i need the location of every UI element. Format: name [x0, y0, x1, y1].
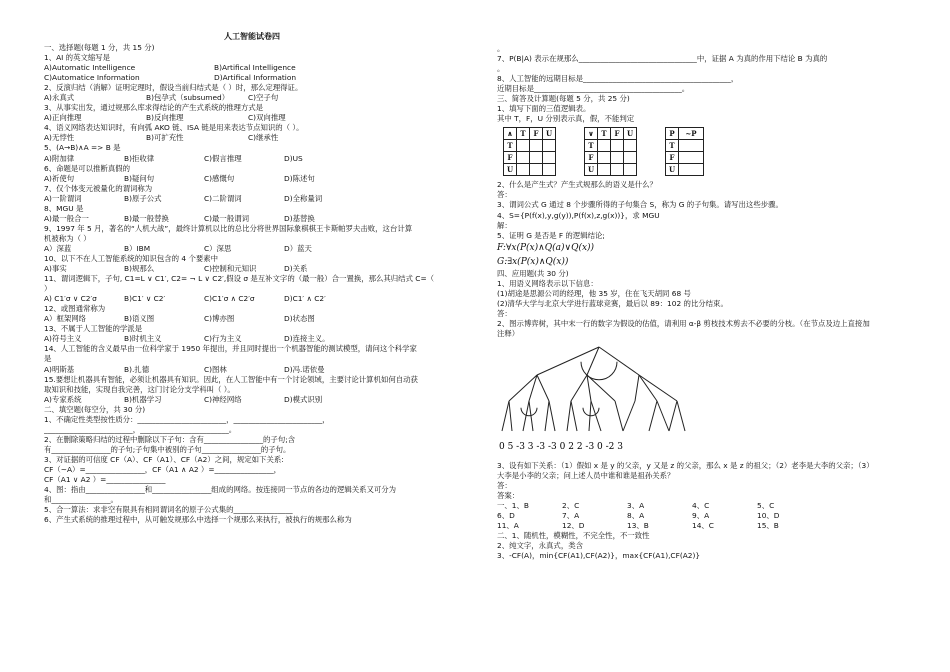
- text-line: 8、人工智能的远期目标是________________________________________，: [497, 74, 739, 84]
- option-text: A)明斯基: [44, 364, 75, 374]
- tree-edge: [677, 401, 685, 431]
- option-text: C)Automatice Information: [44, 73, 140, 83]
- text-line: 三、简答及计算题(每题 5 分，共 25 分): [497, 94, 630, 104]
- text-line: 6、产生式系统的推理过程中，从可触发规那么中选择一个规那么来执行，被执行的规那么称为: [44, 515, 352, 525]
- tree-edge: [502, 401, 509, 431]
- table-row-header: T: [666, 140, 679, 152]
- option-row: [44, 365, 460, 375]
- table-col-header: U: [543, 128, 556, 140]
- text-line: 一、选择题(每题 1 分，共 15 分): [44, 43, 155, 52]
- option-text: D）蓝天: [284, 243, 312, 253]
- option-text: D)陈述句: [284, 173, 315, 183]
- text-line: 3、设有如下关系：（1）假如 x 是 y 的父亲，y 又是 z 的父亲，那么 x 是 z 的祖父；（2）老李是大李的父亲；（3）: [497, 460, 874, 470]
- text-line: 2、反演归结（消解）证明定理时，假设当前归结式是（ ）时，那么定理得证。: [44, 83, 303, 93]
- left-column: [44, 43, 460, 525]
- option-text: A）深蓝: [44, 243, 72, 253]
- option-text: A) C1′σ ∨ C2′σ: [44, 294, 97, 304]
- text-line: 14、人工智能的含义最早由一位科学家于 1950 年提出，并且同时提出一个机器智能的测试模型，请问这个科学家: [44, 344, 417, 354]
- option-text: B)最一般替换: [124, 213, 169, 223]
- option-row: [44, 395, 460, 405]
- text-line: 是: [44, 354, 52, 364]
- text-line: (2)清华大学与北京大学进行蓝球竞赛，最后以 89：102 的比分结束。: [497, 298, 728, 308]
- text-line: 。: [497, 44, 505, 53]
- table-operator: ∨: [585, 128, 598, 140]
- table-row-header: U: [504, 164, 517, 176]
- option-text: D)连接主义。: [284, 334, 330, 344]
- option-row: [44, 63, 460, 73]
- table-row-header: F: [504, 152, 517, 164]
- option-text: C)行为主义: [204, 334, 242, 344]
- tree-edge: [537, 375, 549, 401]
- table-col-header: T: [598, 128, 611, 140]
- table-cell: [679, 140, 704, 152]
- tree-edge: [635, 375, 639, 401]
- option-text: 一、1、B: [497, 501, 529, 511]
- text-line: 取知识和技能，实现自我完善，这门讨论分支学科叫（ ）。: [44, 384, 235, 394]
- text-line: 3、-CF(A)，min{CF(A1),CF(A2)}，max{CF(A1),CF(A2)}: [497, 551, 701, 561]
- tree-edge: [669, 401, 677, 431]
- option-text: A)附加律: [44, 153, 75, 163]
- option-text: 5、C: [757, 501, 775, 511]
- option-text: B)语义图: [124, 314, 155, 324]
- text-line: 6、命题是可以推断真假的: [44, 163, 131, 173]
- option-text: A)永真式: [44, 93, 75, 103]
- option-text: C)最一般谓词: [204, 213, 249, 223]
- text-line: 大李是小李的父亲；问上述人员中谁和谁是祖孙关系？: [497, 471, 675, 481]
- option-text: C)感慨句: [204, 173, 235, 183]
- option-text: C)博亦图: [204, 314, 235, 324]
- option-text: B)时机主义: [124, 334, 162, 344]
- text-line: 8、MGU 是: [44, 203, 84, 213]
- option-text: B).扎德: [124, 364, 150, 374]
- option-row: [44, 244, 460, 254]
- option-text: 9、A: [692, 511, 710, 521]
- truth-table: [665, 127, 704, 176]
- option-text: 6、D: [497, 511, 515, 521]
- truth-table: [503, 127, 556, 176]
- text-line: 10、以下不在人工智能系统的知识包含的 4 个要素中: [44, 253, 219, 263]
- text-line: 四、应用题(共 30 分): [497, 268, 569, 278]
- logic-formula: F:∀x(P(x)∧Q(a)∨Q(x)): [497, 242, 595, 253]
- option-row: [44, 334, 460, 344]
- text-line: ________________________，________________________。: [44, 424, 237, 434]
- option-text: B)疑问句: [124, 173, 155, 183]
- text-line: 13、不属于人工智能的学派是: [44, 324, 143, 334]
- text-line: 9、1997 年 5 月，著名的“人机大战”，最终计算机以比的总比分将世界国际象棋棋王卡斯帕罗夫击败，这台计算: [44, 223, 413, 233]
- text-line: 3、谓词公式 G 通过 8 个步骤所得的子句集合 S，称为 G 的子句集。请写出这些步骤。: [497, 200, 783, 210]
- tree-edge: [599, 347, 639, 375]
- table-operator: ∧: [504, 128, 517, 140]
- text-line: 二、1、随机性，模糊性，不完全性，不一致性: [497, 531, 650, 541]
- text-line: 1、不确定性类型按性质分：________________________，________________________，: [44, 414, 330, 424]
- table-cell: [530, 140, 543, 152]
- text-line: 有________________的子句;子句集中被别的子句________________的子句。: [44, 444, 291, 454]
- option-text: B）IBM: [124, 243, 151, 253]
- text-line: 3、对证据的可信度 CF（A）、CF（A1）、CF（A2）之间，规定如下关系:: [44, 454, 284, 464]
- option-text: C)空子句: [248, 93, 279, 103]
- option-text: 12、D: [562, 521, 585, 531]
- text-line: 二、填空题(每空分，共 30 分): [44, 404, 146, 414]
- text-line: 5、证明 G 是否是 F 的逻辑结论;: [497, 230, 605, 240]
- table-col-header: T: [517, 128, 530, 140]
- table-row-header: T: [585, 140, 598, 152]
- table-cell: [624, 152, 637, 164]
- table-cell: [517, 140, 530, 152]
- text-line: 1、用语义网络表示以下信息：: [497, 278, 598, 288]
- text-line: 其中 T，F，U 分别表示真，假，不能判定: [497, 114, 635, 124]
- option-text: D)状态图: [284, 314, 315, 324]
- option-text: B)可扩充性: [146, 133, 184, 143]
- option-text: B)反向推理: [146, 113, 184, 123]
- text-line: 2、什么是产生式？产生式规那么的语义是什么？: [497, 180, 657, 190]
- option-text: D)全称量词: [284, 193, 323, 203]
- truth-tables: [503, 127, 923, 176]
- option-text: C)控制和元知识: [204, 264, 257, 274]
- table-cell: [679, 152, 704, 164]
- option-text: C)二阶谓词: [204, 193, 242, 203]
- tree-edge: [587, 375, 615, 401]
- option-row: [44, 314, 460, 324]
- option-text: C)神经网络: [204, 394, 242, 404]
- option-row: [497, 521, 923, 531]
- text-line: 机被称为（ ）: [44, 233, 91, 243]
- option-text: C)双向推理: [248, 113, 286, 123]
- text-line: 1、填写下面的三值逻辑表。: [497, 104, 591, 114]
- table-col-header: ~P: [679, 128, 704, 140]
- leaf-values: 0 5 -3 3 -3 -3 0 2 2 -3 0 -2 3: [499, 441, 623, 452]
- text-line: ）: [44, 284, 52, 294]
- text-line: 7、P(B|A) 表示在规那么________________________________中，证据 A 为真的作用下结论 B 为真的: [497, 54, 828, 64]
- text-line: 2、纯文字，永真式，类含: [497, 541, 584, 551]
- option-text: B)原子公式: [124, 193, 162, 203]
- option-text: B)拒收律: [124, 153, 155, 163]
- option-text: A)最一般合一: [44, 213, 89, 223]
- tree-edge: [615, 401, 623, 431]
- text-line: 12、或图通常称为: [44, 304, 106, 314]
- table-col-header: F: [530, 128, 543, 140]
- text-line: 5、合一算法：求非空有限具有相同谓词名的原子公式集的________________: [44, 505, 293, 515]
- option-text: C)图林: [204, 364, 227, 374]
- tree-edge: [567, 401, 571, 431]
- option-text: A)正向推理: [44, 113, 82, 123]
- option-text: C)继承性: [248, 133, 279, 143]
- text-line: 答：: [497, 190, 512, 200]
- option-row: [44, 174, 460, 184]
- option-text: 7、A: [562, 511, 580, 521]
- table-cell: [598, 164, 611, 176]
- option-text: 14、C: [692, 521, 714, 531]
- table-row-header: U: [585, 164, 598, 176]
- table-cell: [598, 140, 611, 152]
- option-text: D)基替换: [284, 213, 315, 223]
- option-row: [44, 264, 460, 274]
- option-text: D)C1′ ∧ C2′: [284, 294, 326, 304]
- option-text: D)US: [284, 153, 303, 163]
- table-cell: [530, 164, 543, 176]
- table-cell: [517, 164, 530, 176]
- text-line: 5、(A→B)∧A => B 是: [44, 143, 121, 153]
- text-line: 4、图：指由________________和________________组成的网络。按连接同一节点的各边的逻辑关系又可分为: [44, 485, 397, 495]
- table-col-header: U: [624, 128, 637, 140]
- option-text: A)一阶谓词: [44, 193, 82, 203]
- and-arc: [521, 408, 537, 416]
- tree-edge: [639, 375, 657, 401]
- tree-edge: [623, 401, 635, 431]
- option-text: B)包孕式（subsumed）: [146, 93, 230, 103]
- option-text: B)机器学习: [124, 394, 162, 404]
- tree-edge: [545, 401, 549, 431]
- table-cell: [624, 140, 637, 152]
- table-cell: [624, 164, 637, 176]
- text-line: 4、S={P(f(x),y,g(y)),P(f(x),z,g(x))}，求 MGU: [497, 210, 660, 220]
- option-row: [44, 294, 460, 304]
- text-line: 1、AI 的英文缩写是: [44, 53, 111, 63]
- text-line: 答：: [497, 481, 512, 491]
- table-operator: P: [666, 128, 679, 140]
- tree-edge: [549, 401, 555, 431]
- page-title: 人工智能试卷四: [224, 32, 280, 41]
- option-text: C)假言推理: [204, 153, 242, 163]
- option-text: A）框架网络: [44, 314, 87, 324]
- game-tree-diagram: [499, 341, 699, 459]
- option-text: D)Artifical Information: [214, 73, 297, 83]
- table-row-header: F: [666, 152, 679, 164]
- option-text: D)冯.诺依曼: [284, 364, 325, 374]
- table-row-header: F: [585, 152, 598, 164]
- option-text: D)关系: [284, 264, 308, 274]
- table-cell: [543, 164, 556, 176]
- option-text: A)符号主义: [44, 334, 82, 344]
- text-line: (1)胡途是思源公司的经理，他 35 岁，住在飞天胡同 68 号: [497, 288, 691, 298]
- option-row: [44, 154, 460, 164]
- table-cell: [598, 152, 611, 164]
- option-text: 15、B: [757, 521, 779, 531]
- right-column: [497, 44, 923, 561]
- option-text: B)C1′ ∨ C2′: [124, 294, 166, 304]
- truth-table: [584, 127, 637, 176]
- tree-edge: [571, 401, 577, 431]
- option-text: 13、B: [627, 521, 649, 531]
- text-line: 2、图示博弈树，其中末一行的数字为假设的估值，请利用 α-β 剪枝技术剪去不必要的分枝。（在节点及边上直接加: [497, 318, 870, 328]
- text-line: CF（A1 ∨ A2 ）=________________: [44, 475, 166, 485]
- option-text: 8、A: [627, 511, 645, 521]
- tree-edge: [537, 347, 599, 375]
- table-cell: [543, 140, 556, 152]
- option-text: A)事实: [44, 264, 67, 274]
- table-col-header: F: [611, 128, 624, 140]
- text-line: 答案：: [497, 491, 520, 501]
- option-row: [44, 93, 460, 103]
- option-text: C）深思: [204, 243, 232, 253]
- option-text: C)C1′σ ∧ C2′σ: [204, 294, 255, 304]
- text-line: 近期目标是________________________________________。: [497, 84, 690, 94]
- text-line: 7、仅个体变元被量化的谓词称为: [44, 183, 153, 193]
- option-text: 2、C: [562, 501, 580, 511]
- tree-edge: [657, 401, 669, 431]
- tree-edge: [649, 401, 657, 431]
- tree-edge: [587, 375, 591, 401]
- table-row-header: U: [666, 164, 679, 176]
- table-cell: [611, 152, 624, 164]
- table-cell: [679, 164, 704, 176]
- and-arc: [581, 362, 617, 380]
- option-text: B)规那么: [124, 264, 155, 274]
- and-arc: [583, 408, 599, 416]
- logic-formula: G:∃x(P(x)∧Q(x)): [497, 256, 569, 267]
- option-text: A)专家系统: [44, 394, 82, 404]
- text-line: 答：: [497, 308, 512, 318]
- option-row: [44, 194, 460, 204]
- option-row: [44, 113, 460, 123]
- text-line: CF（~A）=________________，CF（A1 ∧ A2 ）=________________，: [44, 464, 282, 474]
- option-text: D)模式识别: [284, 394, 323, 404]
- option-row: [44, 133, 460, 143]
- option-text: A)无悖性: [44, 133, 75, 143]
- tree-edge: [571, 375, 587, 401]
- table-cell: [543, 152, 556, 164]
- table-cell: [611, 140, 624, 152]
- tree-edge: [509, 401, 512, 431]
- text-line: 和________________。: [44, 495, 118, 505]
- option-text: 4、C: [692, 501, 710, 511]
- table-cell: [517, 152, 530, 164]
- text-line: 解：: [497, 220, 512, 230]
- table-row-header: T: [504, 140, 517, 152]
- table-cell: [611, 164, 624, 176]
- option-row: [497, 511, 923, 521]
- option-text: A)Automatic Intelligence: [44, 63, 136, 73]
- option-text: B)Artifical Intelligence: [214, 63, 296, 73]
- option-row: [497, 501, 923, 511]
- text-line: 。: [497, 64, 505, 74]
- table-cell: [530, 152, 543, 164]
- text-line: 11、谓词逻辑下，子句, C1=L ∨ C1′, C2= ¬ L ∨ C2′,假设 σ 是互补文字的（最一般）合一置换，那么其归结式 C=（: [44, 274, 435, 284]
- text-line: 4、语义网络表达知识时，有向弧 AKO 链、ISA 链是用来表达节点知识的（ ）。: [44, 123, 304, 133]
- text-line: 15.要想让机器具有智能，必须让机器具有知识。因此，在人工智能中有一个讨论领域，主要讨论计算机如何自动获: [44, 374, 418, 384]
- option-text: A)祈使句: [44, 173, 75, 183]
- option-text: 11、A: [497, 521, 519, 531]
- text-line: 注释）: [497, 328, 520, 338]
- option-row: [44, 214, 460, 224]
- option-text: 10、D: [757, 511, 780, 521]
- text-line: 2、在删除策略归结的过程中删除以下子句：含有________________的子句;含: [44, 434, 296, 444]
- option-row: [44, 73, 460, 83]
- text-line: 3、从事实出发，通过规那么库求得结论的产生式系统的推理方式是: [44, 103, 264, 113]
- tree-edge: [639, 375, 677, 401]
- option-text: 3、A: [627, 501, 645, 511]
